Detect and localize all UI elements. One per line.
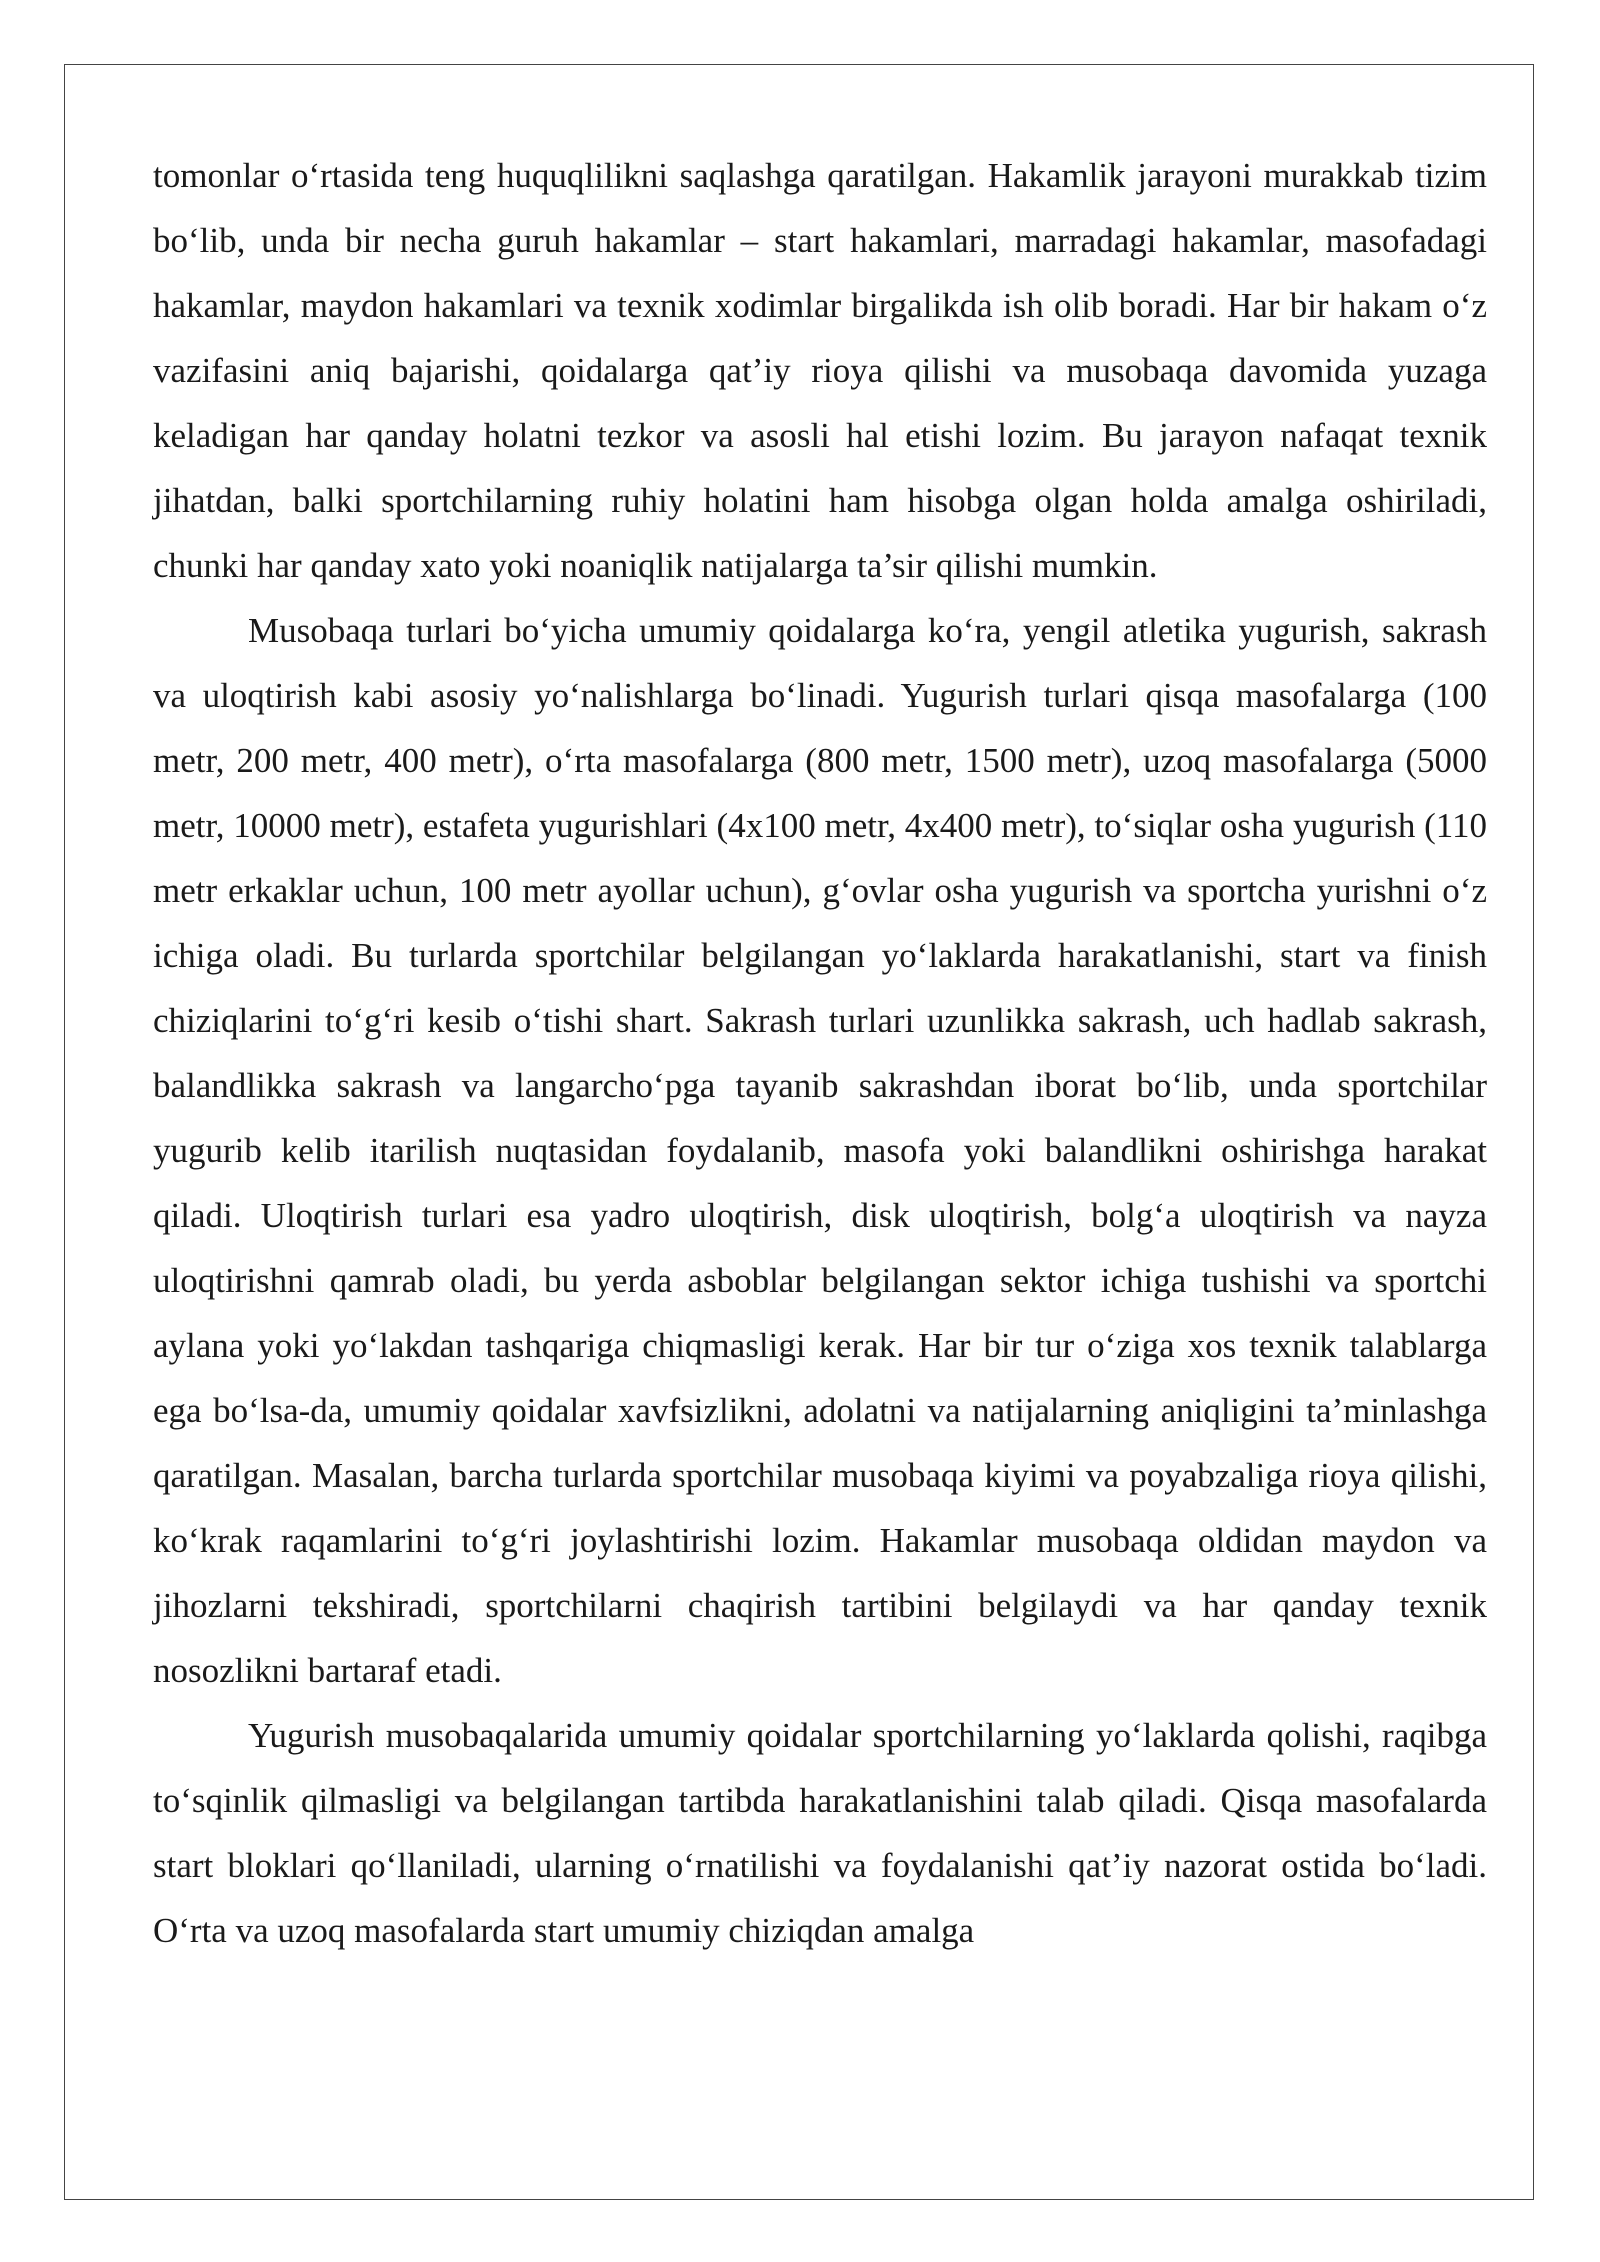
paragraph: Musobaqa turlari boʻyicha umumiy qoidalarga koʻra, yengil atletika yugurish, sakrash va uloqtirish kabi asosiy yoʻnalishlarga boʻlinadi. Yugurish turlari qisqa masofalarga (100 metr, 200 metr, 400 metr), oʻrta masofalarga (800 metr, 1500 metr), uzoq masofalarga (5000 metr, 10000 metr), estafeta yugurishlari (4x100 metr, 4x400 metr), toʻsiqlar osha yugurish (110 metr erkaklar uchun, 100 metr ayollar uchun), gʻovlar osha yugurish va sportcha yurishni oʻz ichiga oladi. Bu turlarda sportchilar belgilangan yoʻlaklarda harakatlanishi, start va finish chiziqlarini toʻgʻri kesib oʻtishi shart. Sakrash turlari uzunlikka sakrash, uch hadlab sakrash, balandlikka sakrash va langarchoʻpga tayanib sakrashdan iborat boʻlib, unda sportchilar yugurib kelib itarilish nuqtasidan foydalanib, masofa yoki balandlikni oshirishga harakat qiladi. Uloqtirish turlari esa yadro uloqtirish, disk uloqtirish, bolgʻa uloqtirish va nayza uloqtirishni qamrab oladi, bu yerda asboblar belgilangan sektor ichiga tushishi va sportchi aylana yoki yoʻlakdan tashqariga chiqmasligi kerak. Har bir tur oʻziga xos texnik talablarga ega boʻlsa-da, umumiy qoidalar xavfsizlikni, adolatni va natijalarning aniqligini ta’minlashga qaratilgan. Masalan, barcha turlarda sportchilar musobaqa kiyimi va poyabzaliga rioya qilishi, koʻkrak raqamlarini toʻgʻri joylashtirishi lozim. Hakamlar musobaqa oldidan maydon va jihozlarni tekshiradi, sportchilarni chaqirish tartibini belgilaydi va har qanday texnik nosozlikni bartaraf etadi. [153, 611, 1487, 1690]
document-body [153, 143, 1487, 1963]
paragraph: tomonlar oʻrtasida teng huquqlilikni saqlashga qaratilgan. Hakamlik jarayoni murakkab tizim boʻlib, unda bir necha guruh hakamlar – start hakamlari, marradagi hakamlar, masofadagi hakamlar, maydon hakamlari va texnik xodimlar birgalikda ish olib boradi. Har bir hakam oʻz vazifasini aniq bajarishi, qoidalarga qat’iy rioya qilishi va musobaqa davomida yuzaga keladigan har qanday holatni tezkor va asosli hal etishi lozim. Bu jarayon nafaqat texnik jihatdan, balki sportchilarning ruhiy holatini ham hisobga olgan holda amalga oshiriladi, chunki har qanday xato yoki noaniqlik natijalarga ta’sir qilishi mumkin. [153, 156, 1487, 585]
paragraph: Yugurish musobaqalarida umumiy qoidalar sportchilarning yoʻlaklarda qolishi, raqibga toʻsqinlik qilmasligi va belgilangan tartibda harakatlanishini talab qiladi. Qisqa masofalarda start bloklari qoʻllaniladi, ularning oʻrnatilishi va foydalanishi qat’iy nazorat ostida boʻladi. Oʻrta va uzoq masofalarda start umumiy chiziqdan amalga [153, 1716, 1487, 1950]
